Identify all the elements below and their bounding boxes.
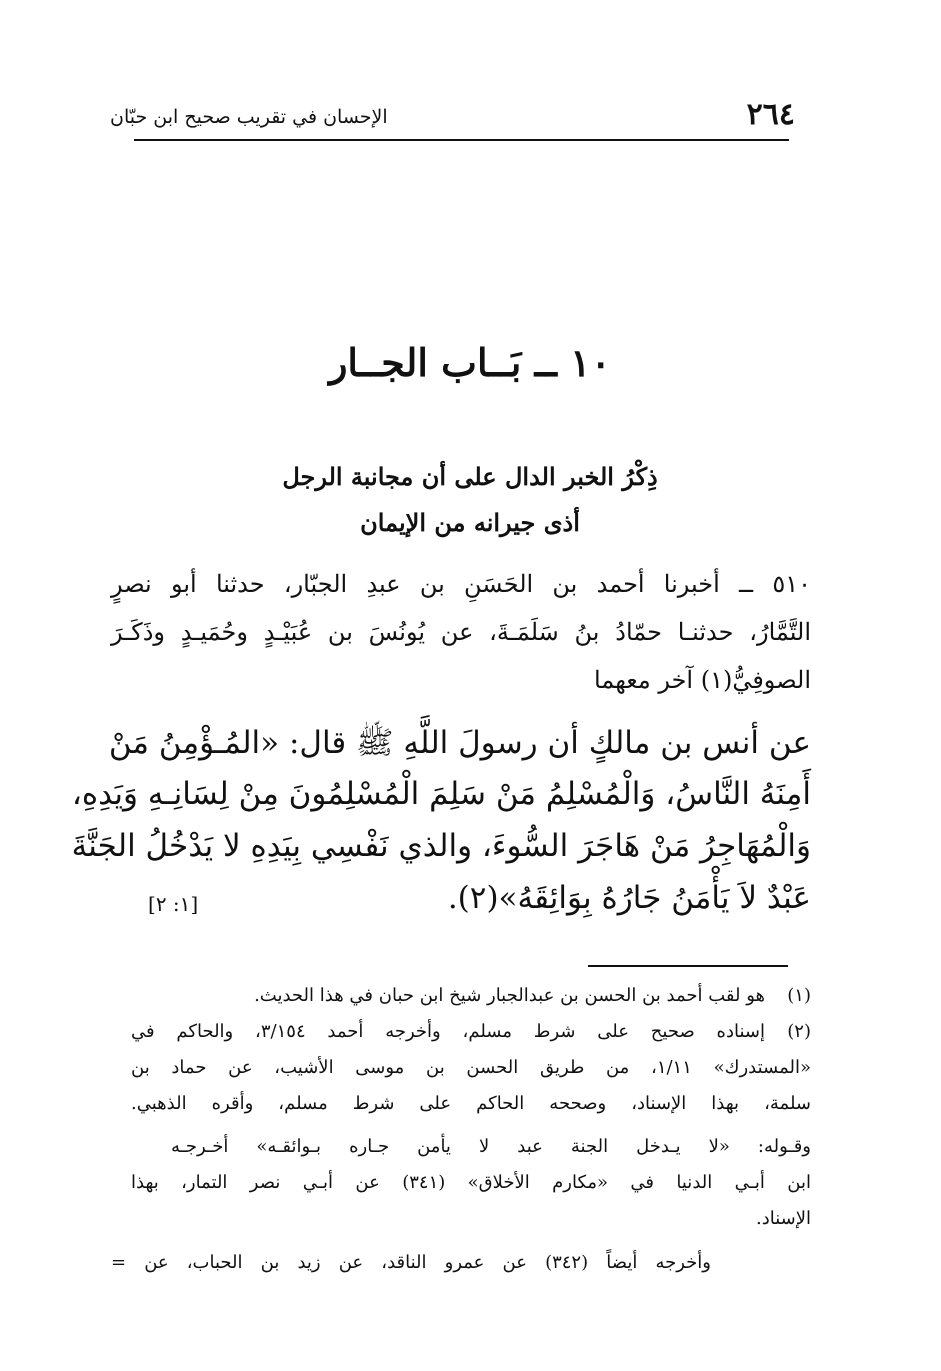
page-number: ٢٦٤ — [746, 97, 795, 132]
footnote-number: (١) — [787, 985, 811, 1006]
footnote-line: ابن أبـي الدنيا في «مكارم الأخلاق» (٣٤١) عن أبـي نصر التمار، بهذا — [131, 1172, 811, 1193]
footnote-text: إسناده صحيح على شرط مسلم، وأخرجه أحمد ٣/١٥٤، والحاكم في — [131, 1021, 765, 1042]
footnote-line: سلمة، بهذا الإسناد، وصححه الحاكم على شرط مسلم، وأقره الذهبي. — [131, 1093, 811, 1114]
isnad-line: التَّمَّارُ، حدثنـا حمّادُ بنُ سَلَمَـةَ، عن يُونُسَ بن عُبَيْـدٍ وحُمَيـدٍ وذَكَـرَ — [111, 618, 811, 646]
footnote-2 — [131, 1021, 811, 1042]
header-rule — [134, 139, 789, 141]
footnote-line: الإسناد. — [755, 1208, 811, 1229]
footnote-text: هو لقب أحمد بن الحسن بن عبدالجبار شيخ ابن حبان في هذا الحديث. — [254, 985, 765, 1006]
hadith-reference: [١: ٢] — [148, 892, 199, 916]
chapter-title: ١٠ ــ بَــاب الجــار — [329, 340, 611, 385]
footnote-number: (٢) — [787, 1021, 811, 1042]
running-head: الإحسان في تقريب صحيح ابن حبّان — [110, 106, 388, 128]
matn-line: أَمِنَهُ النَّاسُ، وَالْمُسْلِمُ مَنْ سَلِمَ الْمُسْلِمُونَ مِنْ لِسَانِـهِ وَيَدِهِ، — [71, 776, 811, 812]
section-title-line-2: أذى جيرانه من الإيمان — [360, 508, 580, 537]
section-title-line-1: ذِكْرُ الخبر الدال على أن مجانبة الرجل — [282, 462, 658, 491]
matn-line: عَبْدٌ لاَ يَأْمَنُ جَارُهُ بِوَائِقَهُ»(٢). — [447, 880, 811, 916]
isnad-line: الصوفِيُّ(١) آخر معهما — [594, 666, 811, 694]
matn-line: عن أنس بن مالكٍ أن رسولَ اللَّهِ ﷺ قال: «المُـؤْمِنُ مَنْ — [108, 725, 811, 761]
footnote-1 — [131, 985, 811, 1006]
matn-line: وَالْمُهَاجِرُ مَنْ هَاجَرَ السُّوءَ، والذي نَفْسِي بِيَدِهِ لا يَدْخُلُ الجَنَّةَ — [71, 828, 811, 864]
footnote-line: وقـوله: «لا يـدخل الجنة عبد لا يأمن جـاره بـوائقـه» أخـرجـه — [171, 1136, 811, 1157]
footnote-line: «المستدرك» ١/١١، من طريق الحسن بن موسى الأشيب، عن حماد بن — [131, 1057, 811, 1078]
isnad-line: ٥١٠ ــ أخبرنا أحمد بن الحَسَنِ بن عبدِ الجبّار، حدثنا أبو نصرٍ — [111, 570, 811, 598]
footnote-line: وأخرجه أيضاً (٣٤٢) عن عمرو الناقد، عن زيد بن الحباب، عن = — [111, 1252, 711, 1273]
footnote-rule — [588, 965, 788, 967]
